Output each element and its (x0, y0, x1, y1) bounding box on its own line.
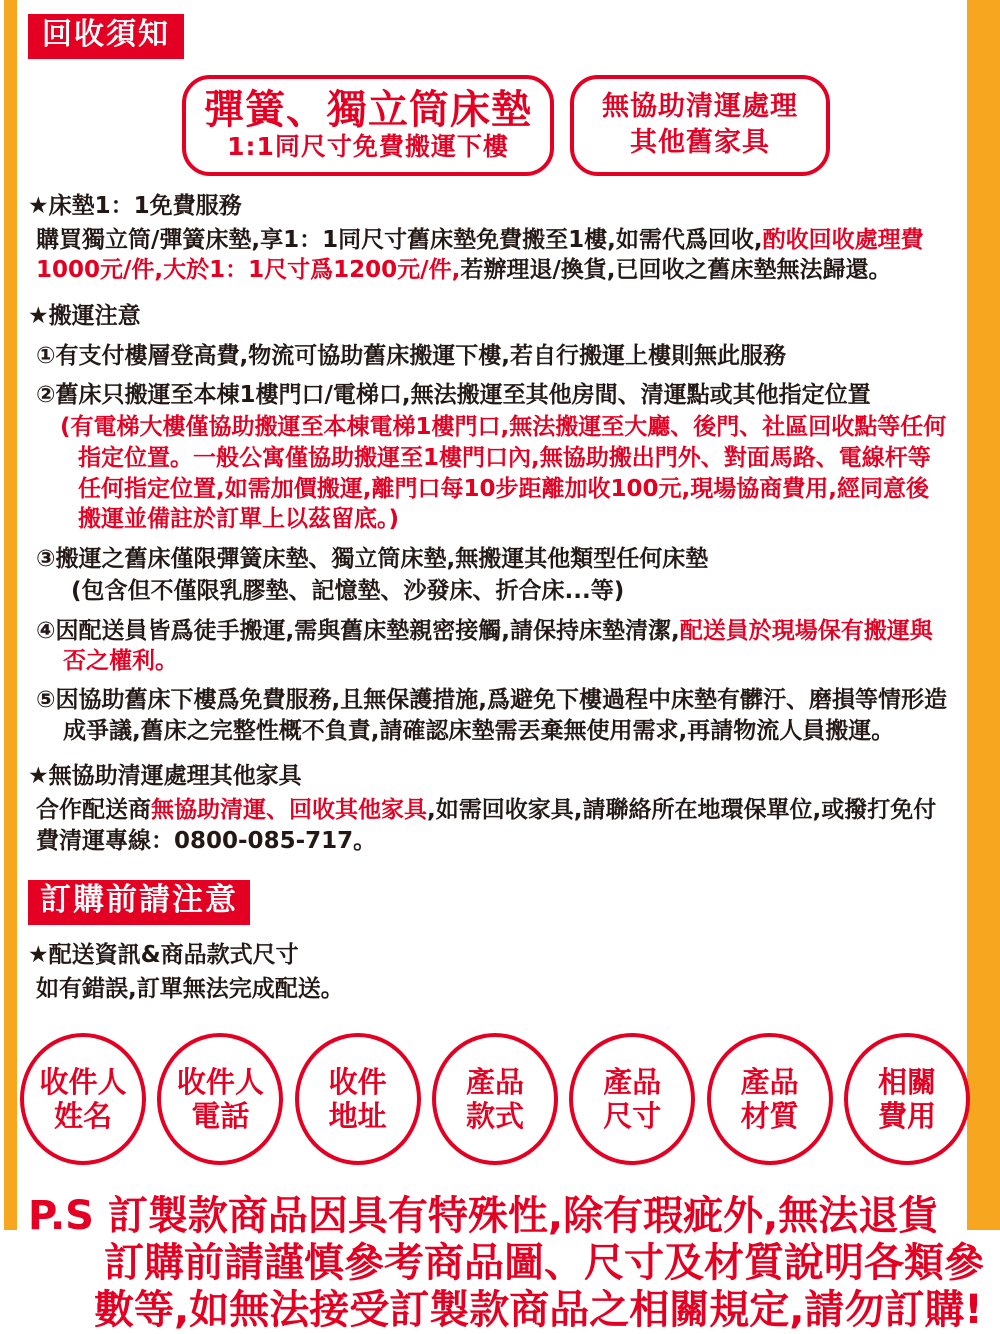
order-notice-badge-row (28, 880, 950, 925)
field-label-line: 款式 (465, 1098, 524, 1133)
mattress-service-heading: ★床墊1：1免費服務 (28, 192, 242, 219)
moving-note-2-detail: (有電梯大樓僅協助搬運至本棟電梯1樓門口,無法搬運至大廳、後門、社區回收點等任何指定位置。一般公寓僅協助搬運至1樓門口內,無協助搬出門外、對面馬路、電線杆等任何指定位置,如需加價搬運,離門口每10步距離加收100元,現場協商費用,經同意後搬運並備註於訂單上以茲留底。) (60, 414, 947, 533)
order-info-heading: ★配送資訊&商品款式尺寸 (28, 942, 299, 969)
furniture-box-line1: 無協助清運處理 (602, 90, 798, 122)
furniture-notice-highlight: 無協助清運、回收其他家具 (151, 796, 427, 823)
furniture-notice-heading: ★無協助清運處理其他家具 (28, 763, 302, 790)
required-fields-row (20, 1033, 970, 1165)
furniture-notice-text-2: ,如需回收家具,請聯絡所在地環保單位,或撥打免付費清運專線：0800-085-717。 (36, 796, 937, 854)
ps-line-2: 訂購前請謹慎參考商品圖、尺寸及材質說明各類參 (104, 1239, 984, 1286)
field-label-line: 相關 (877, 1064, 936, 1099)
ps-disclaimer (28, 1192, 984, 1334)
order-info-body: 如有錯誤,訂單無法完成配送。 (36, 976, 344, 1003)
moving-note-4-text: ④因配送員皆爲徒手搬運,需與舊床墊親密接觸,請保持床墊清潔, (36, 617, 680, 644)
header-boxes (182, 75, 950, 176)
field-label-line: 產品 (740, 1064, 799, 1099)
field-label-line: 尺寸 (603, 1098, 662, 1133)
required-field-related-fees (844, 1033, 970, 1165)
required-field-recipient-phone (157, 1033, 283, 1165)
mattress-box-title: 彈簧、獨立筒床墊 (204, 87, 532, 133)
mattress-service-text-1: 購買獨立筒/彈簧床墊,享1：1同尺寸舊床墊免費搬至1樓,如需代爲回收, (36, 226, 763, 253)
mattress-service-fee-highlight: 酌收回收處理費1000元/件,大於1：1尺寸爲1200元/件, (36, 226, 924, 284)
field-label-line: 材質 (740, 1098, 799, 1133)
required-field-recipient-name (20, 1033, 146, 1165)
field-label-line: 地址 (328, 1098, 387, 1133)
moving-note-1: ①有支付樓層登高費,物流可協助舊床搬運下樓,若自行搬運上樓則無此服務 (36, 342, 786, 369)
moving-note-2: ②舊床只搬運至本棟1樓門口/電梯口,無法搬運至其他房間、清運點或其他指定位置 (36, 382, 871, 409)
furniture-service-box (570, 75, 830, 176)
furniture-notice-paragraph (36, 795, 950, 856)
field-label-line: 收件人 (176, 1064, 264, 1099)
required-field-product-style (432, 1033, 558, 1165)
field-label-line: 產品 (603, 1064, 662, 1099)
right-orange-border (967, 0, 1000, 1230)
moving-note-4-highlight: 配送員於現場保有搬運與否之權利。 (63, 617, 933, 675)
field-label-line: 電話 (191, 1098, 250, 1133)
required-field-product-size (569, 1033, 695, 1165)
mattress-service-box (182, 75, 554, 176)
mattress-service-paragraph (36, 225, 950, 286)
moving-note-3: ③搬運之舊床僅限彈簧床墊、獨立筒床墊,無搬運其他類型任何床墊 (36, 545, 709, 572)
furniture-box-line2: 其他舊家具 (630, 127, 770, 159)
moving-notes-heading: ★搬運注意 (28, 302, 141, 329)
field-label-line: 產品 (465, 1064, 524, 1099)
moving-note-5: ⑤因協助舊床下樓爲免費服務,且無保護措施,爲避免下樓過程中床墊有髒汙、磨損等情形造成爭議,舊床之完整性概不負責,請確認床墊需丟棄無使用需求,再請物流人員搬運。 (36, 687, 947, 744)
field-label-line: 收件人 (39, 1064, 127, 1099)
moving-note-4 (36, 616, 950, 677)
ps-line-3: 數等,如無法接受訂製款商品之相關規定,請勿訂購! (94, 1287, 983, 1334)
field-label-line: 費用 (877, 1098, 936, 1133)
notice-page (28, 14, 984, 1334)
required-field-product-material (707, 1033, 833, 1165)
moving-note-3-detail: (包含但不僅限乳膠墊、記憶墊、沙發床、折合床...等) (71, 578, 625, 605)
ps-line-1: P.S 訂製款商品因具有特殊性,除有瑕疵外,無法退貨 (28, 1192, 939, 1239)
mattress-box-subtitle: 1:1同尺寸免費搬運下樓 (227, 132, 509, 161)
order-notice-badge: 訂購前請注意 (28, 880, 250, 925)
furniture-notice-text-1: 合作配送商 (36, 796, 151, 823)
left-orange-border (4, 0, 17, 1230)
recycle-notice-badge: 回收須知 (28, 14, 184, 59)
field-label-line: 收件 (328, 1064, 387, 1099)
field-label-line: 姓名 (53, 1098, 112, 1133)
mattress-service-text-2: 若辦理退/換貨,已回收之舊床墊無法歸還。 (460, 257, 892, 284)
required-field-delivery-address (295, 1033, 421, 1165)
